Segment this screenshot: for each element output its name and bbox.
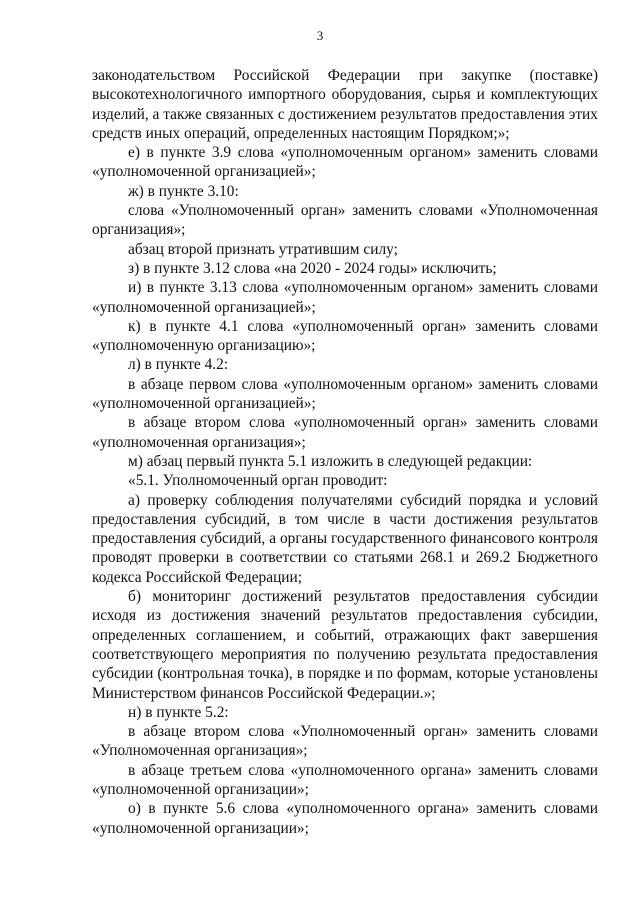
paragraph-zh: ж) в пункте 3.10: xyxy=(128,182,239,200)
paragraph-l: л) в пункте 4.2: xyxy=(128,356,229,374)
paragraph-5-1-b: б) мониторинг достижений результатов предоставления субсидии исходя из достижения значений результатов предоставления субсидии, определенных соглашением, и событий, отражающих факт завершения соответствующего мероприятия по получению результата предоставления субсидии (контрольная точка), в порядке и по формам, которые установлены Министерством финансов Российской Федерации.»; xyxy=(92,588,598,702)
paragraph-k: к) в пункте 4.1 слова «уполномоченный орган» заменить словами «уполномоченную организацию»; xyxy=(92,317,598,355)
paragraph-z: з) в пункте 3.12 слова «на 2020 - 2024 годы» исключить; xyxy=(128,259,497,277)
page-number: 3 xyxy=(316,28,324,43)
paragraph-continuation: законодательством Российской Федерации при закупке (поставке) высокотехнологичного импортного оборудования, сырья и комплектующих изделий, а также связанных с достижением результатов предоставления этих средств иных операций, определенных настоящим Порядком;»; xyxy=(92,67,598,142)
paragraph-l-first: в абзаце первом слова «уполномоченным органом» заменить словами «уполномоченной организацией»; xyxy=(92,375,598,413)
paragraph-5-1: «5.1. Уполномоченный орган проводит: xyxy=(128,472,388,490)
paragraph-n: н) в пункте 5.2: xyxy=(128,703,229,721)
paragraph-o: о) в пункте 5.6 слова «уполномоченного органа» заменить словами «уполномоченной организации»; xyxy=(92,800,598,837)
paragraph-n-second: в абзаце втором слова «Уполномоченный орган» заменить словами «Уполномоченная организация»; xyxy=(92,723,598,760)
paragraph-zh-second: абзац второй признать утратившим силу; xyxy=(128,240,398,258)
paragraph-m: м) абзац первый пункта 5.1 изложить в следующей редакции: xyxy=(128,452,533,470)
paragraph-n-third: в абзаце третьем слова «уполномоченного органа» заменить словами «уполномоченной организации»; xyxy=(92,761,598,798)
paragraph-zh-words: слова «Уполномоченный орган» заменить словами «Уполномоченная организация»; xyxy=(92,202,598,239)
paragraph-i: и) в пункте 3.13 слова «уполномоченным органом» заменить словами «уполномоченной организацией»; xyxy=(92,279,598,316)
paragraph-l-second: в абзаце втором слова «уполномоченный орган» заменить словами «уполномоченная организация»; xyxy=(92,414,598,451)
paragraph-5-1-a: а) проверку соблюдения получателями субсидий порядка и условий предоставления субсидий, в том числе в части достижения результатов предоставления субсидий, а органы государственного финансового контроля проводят проверки в соответствии со статьями 268.1 и 269.2 Бюджетного кодекса Российской Федерации; xyxy=(92,491,598,586)
document-body xyxy=(92,66,598,838)
paragraph-e: е) в пункте 3.9 слова «уполномоченным органом» заменить словами «уполномоченной организацией»; xyxy=(92,144,598,181)
